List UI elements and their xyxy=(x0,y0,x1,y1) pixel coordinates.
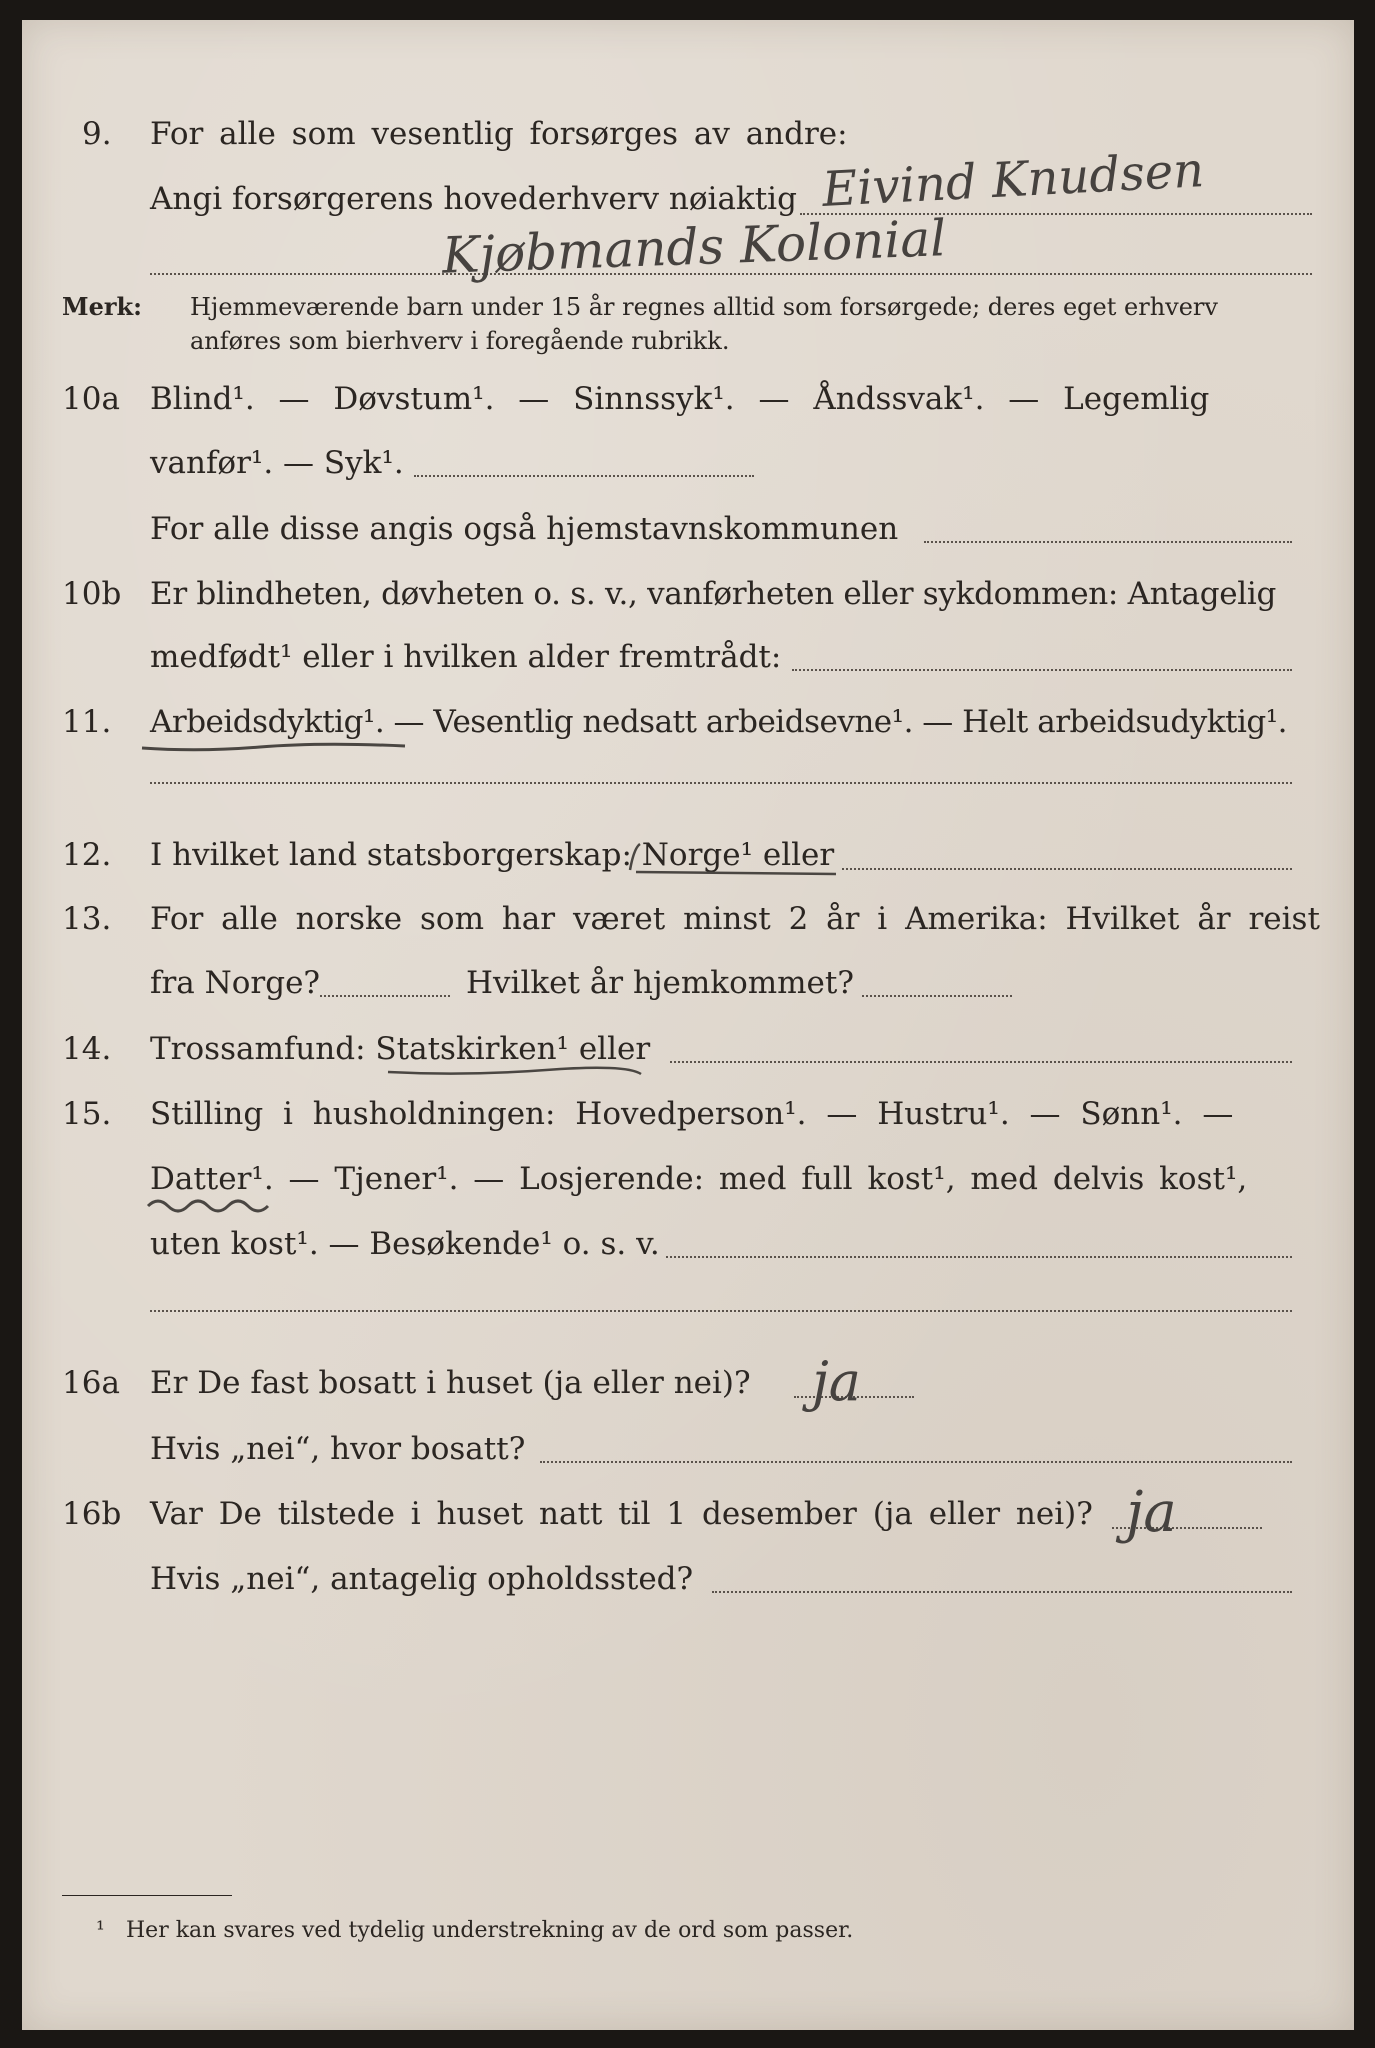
q13-line2a: fra Norge? xyxy=(150,965,321,1001)
q16a-bosatt-line[interactable] xyxy=(540,1461,1292,1463)
q11-number: 11. xyxy=(62,704,112,740)
q9-line1: For alle som vesentlig forsørges av andre: xyxy=(150,116,848,152)
q14-underline-mark xyxy=(386,1064,646,1084)
footnote-text: Her kan svares ved tydelig understrekning av de ord som passer. xyxy=(126,1918,854,1943)
q10a-line2: vanfør¹. — Syk¹. xyxy=(150,445,404,481)
q12-number: 12. xyxy=(62,837,112,873)
q9-number: 9. xyxy=(82,116,112,152)
q9-line2: Angi forsørgerens hovederhverv nøiaktig xyxy=(150,181,797,217)
q16a-handwritten-answer: ja xyxy=(812,1350,861,1413)
q10a-number: 10a xyxy=(62,381,120,417)
q16b-line2: Hvis „nei“, antagelig opholdssted? xyxy=(150,1561,694,1597)
q10a-hjemstavn-line[interactable] xyxy=(924,541,1292,543)
q10a-line1: Blind¹. — Døvstum¹. — Sinnssyk¹. — Åndssvak¹. — Legemlig xyxy=(150,381,1210,417)
q16a-line1: Er De fast bosatt i huset (ja eller nei)? xyxy=(150,1365,751,1401)
q12-line1: I hvilket land statsborgerskap: Norge¹ eller xyxy=(150,837,835,873)
q16b-opholdssted-line[interactable] xyxy=(712,1591,1292,1593)
q12-underline-mark xyxy=(626,838,846,878)
q14-line1: Trossamfund: Statskirken¹ eller xyxy=(150,1031,651,1067)
q16b-handwritten-answer: ja xyxy=(1126,1480,1177,1545)
merk-line1: Hjemmeværende barn under 15 år regnes alltid som forsørgede; deres eget erhverv xyxy=(190,293,1218,321)
q9-handwritten-occupation: Kjøbmands Kolonial xyxy=(441,209,948,285)
q10a-answer-line[interactable] xyxy=(414,475,754,477)
q12-answer-line[interactable] xyxy=(842,868,1292,870)
q15-line1: Stilling i husholdningen: Hovedperson¹. — Hustru¹. — Sønn¹. — xyxy=(150,1096,1234,1132)
footnote-rule xyxy=(62,1895,232,1896)
q16a-number: 16a xyxy=(62,1365,120,1401)
q13-number: 13. xyxy=(62,901,112,937)
q15-answer-line1[interactable] xyxy=(666,1256,1292,1258)
q10b-line1: Er blindheten, døvheten o. s. v., vanførheten eller sykdommen: Antagelig xyxy=(150,576,1277,612)
q9-handwritten-provider-name: Eivind Knudsen xyxy=(820,142,1206,218)
q15-datter-wavy-underline xyxy=(146,1194,276,1218)
q16b-line1: Var De tilstede i huset natt til 1 desember (ja eller nei)? xyxy=(150,1496,1093,1532)
q14-answer-line[interactable] xyxy=(670,1061,1292,1063)
q11-line1: Arbeidsdyktig¹. — Vesentlig nedsatt arbeidsevne¹. — Helt arbeidsudyktig¹. xyxy=(150,704,1288,740)
q10b-number: 10b xyxy=(62,576,122,612)
q10b-line2: medfødt¹ eller i hvilken alder fremtrådt: xyxy=(150,639,782,675)
q15-answer-line2[interactable] xyxy=(150,1310,1292,1312)
q15-line3: uten kost¹. — Besøkende¹ o. s. v. xyxy=(150,1226,660,1262)
q15-number: 15. xyxy=(62,1096,112,1132)
merk-line2: anføres som bierhverv i foregående rubrikk. xyxy=(190,327,730,355)
q10b-answer-line[interactable] xyxy=(792,669,1292,671)
q11-answer-line[interactable] xyxy=(150,782,1292,784)
footnote-marker: ¹ xyxy=(96,1918,105,1943)
q16b-number: 16b xyxy=(62,1496,122,1532)
q13-line1: For alle norske som har været minst 2 år i Amerika: Hvilket år reist xyxy=(150,901,1320,937)
q14-number: 14. xyxy=(62,1031,112,1067)
census-form-page xyxy=(22,20,1354,2030)
q13-line2b: Hvilket år hjemkommet? xyxy=(466,965,854,1001)
q15-line2: Datter¹. — Tjener¹. — Losjerende: med full kost¹, med delvis kost¹, xyxy=(150,1161,1248,1197)
q11-underline-mark xyxy=(140,738,410,758)
merk-label: Merk: xyxy=(62,292,142,321)
q10a-line3: For alle disse angis også hjemstavnskommunen xyxy=(150,511,899,547)
q13-hjemkommet-line[interactable] xyxy=(862,995,1012,997)
q16a-line2: Hvis „nei“, hvor bosatt? xyxy=(150,1431,526,1467)
q13-reist-line[interactable] xyxy=(320,995,450,997)
